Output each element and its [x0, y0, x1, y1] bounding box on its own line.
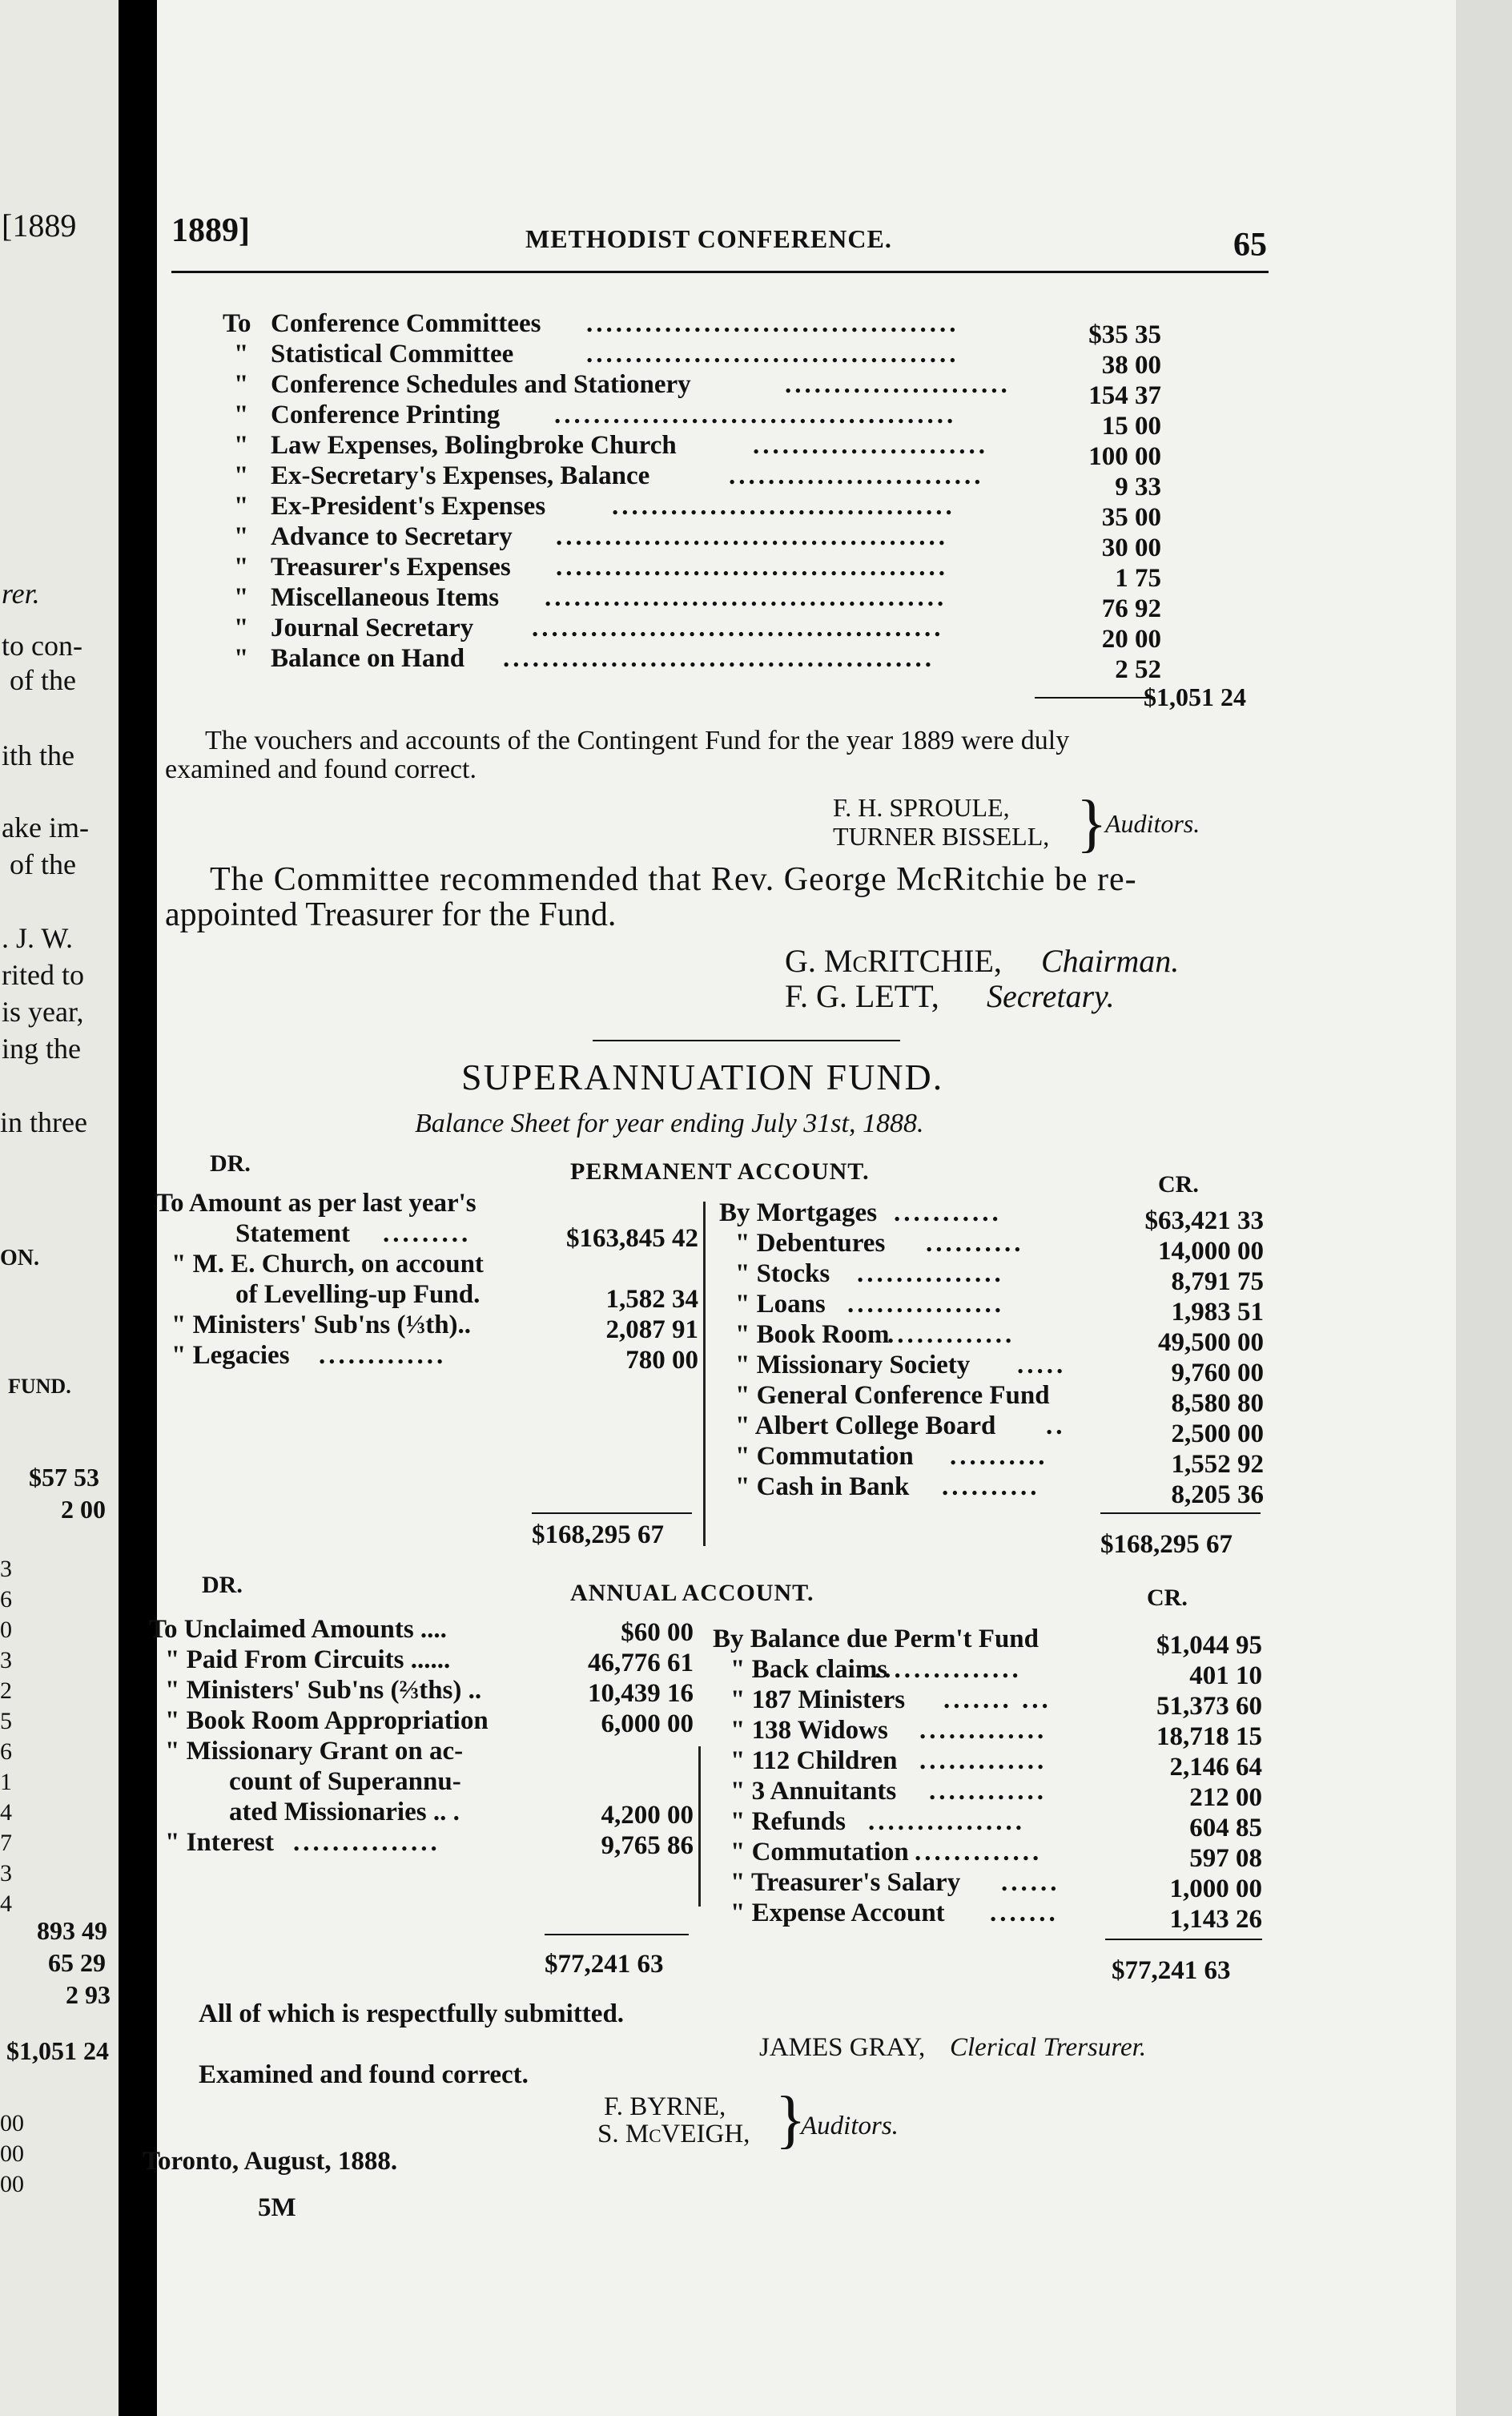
left-fragment: to con-: [2, 630, 82, 662]
account-heading: ANNUAL ACCOUNT.: [570, 1580, 814, 1606]
leader-dots: .......: [990, 1899, 1059, 1927]
credit-amount: 1,983 51: [1171, 1298, 1264, 1327]
leader-dots: ........................................: [556, 553, 948, 582]
debit-amount: 10,439 16: [588, 1679, 694, 1708]
item-prefix: ": [234, 340, 249, 368]
item-label: Balance on Hand: [271, 644, 465, 673]
section-rule: [593, 1040, 900, 1041]
credit-label: " Back claims: [730, 1655, 888, 1684]
credit-amount: 2,146 64: [1169, 1753, 1262, 1782]
item-amount: 38 00: [1101, 351, 1161, 380]
left-fragment: 00: [0, 2110, 24, 2136]
credit-amount: 1,143 26: [1169, 1905, 1262, 1934]
left-fragment: rited to: [2, 959, 84, 991]
credit-amount: 49,500 00: [1158, 1328, 1264, 1357]
leader-dots: ..: [1046, 1411, 1066, 1440]
credit-label: " Stocks: [735, 1259, 830, 1288]
leader-dots: .............: [919, 1716, 1048, 1745]
debit-amount: 1,582 34: [605, 1285, 698, 1314]
leader-dots: ..........................: [729, 461, 984, 490]
debit-amount: $163,845 42: [566, 1224, 698, 1253]
item-amount: 76 92: [1101, 594, 1161, 623]
leader-dots: ..........: [942, 1472, 1040, 1501]
left-fragment: 7: [0, 1830, 12, 1856]
annual-debit-total: $77,241 63: [545, 1950, 664, 1979]
item-label: Ex-Secretary's Expenses, Balance: [271, 461, 650, 490]
debit-label: count of Superannu-: [229, 1767, 461, 1796]
leader-dots: ..........: [950, 1442, 1048, 1471]
credit-amount: 14,000 00: [1158, 1237, 1264, 1266]
left-fragment: $57 53: [29, 1463, 99, 1492]
credit-label: " Debentures: [735, 1229, 886, 1258]
leader-dots: ................: [847, 1290, 1004, 1319]
leader-dots: ..........: [926, 1229, 1024, 1258]
leader-dots: ..........................................: [532, 614, 944, 642]
credit-label: " Loans: [735, 1290, 826, 1319]
leader-dots: ...........: [894, 1198, 1002, 1227]
leader-dots: ........................: [753, 431, 988, 460]
auditor-name: TURNER BISSELL,: [833, 822, 1050, 851]
credit-label: " Cash in Bank: [735, 1472, 910, 1501]
item-prefix: ": [234, 492, 249, 521]
credit-amount: 1,000 00: [1169, 1874, 1262, 1903]
debit-amount: 46,776 61: [588, 1649, 694, 1677]
sum-rule: [532, 1512, 692, 1514]
sum-rule: [1100, 1512, 1261, 1514]
secretary-title: Secretary.: [987, 978, 1115, 1014]
left-fragment: ith the: [2, 739, 74, 771]
leader-dots: ...................................: [612, 492, 955, 521]
auditor-name: S. McVEIGH,: [597, 2120, 750, 2148]
credit-label: By Mortgages: [719, 1198, 878, 1227]
item-label: Law Expenses, Bolingbroke Church: [271, 431, 677, 460]
item-prefix: ": [234, 431, 249, 460]
credit-label: " Commutation: [735, 1442, 914, 1471]
debit-label: " M. E. Church, on account: [171, 1250, 484, 1278]
auditors-label: Auditors.: [1105, 809, 1200, 838]
left-fragment: 2 00: [61, 1495, 106, 1524]
credit-amount: 8,791 75: [1171, 1267, 1264, 1296]
debit-label: " Interest: [165, 1828, 274, 1857]
sum-rule: [1105, 1939, 1262, 1940]
credit-label: " 3 Annuitants: [730, 1777, 897, 1806]
item-label: Conference Schedules and Stationery: [271, 370, 691, 399]
item-amount: 100 00: [1088, 442, 1161, 471]
recommendation-text: The Committee recommended that Rev. George McRitchie be re-: [210, 861, 1137, 898]
item-label: Miscellaneous Items: [271, 583, 500, 612]
item-amount: $35 35: [1088, 320, 1161, 349]
left-fragment: 893 49: [37, 1916, 107, 1945]
credit-amount: 8,580 80: [1171, 1389, 1264, 1418]
left-fragment: 00: [0, 2140, 24, 2167]
item-prefix: ": [234, 522, 249, 551]
debit-label: " Paid From Circuits ......: [165, 1645, 451, 1674]
left-fragment: 5: [0, 1708, 12, 1734]
left-fragment: of the: [10, 664, 76, 696]
credit-label: " 187 Ministers: [730, 1685, 906, 1714]
sum-rule: [1035, 697, 1155, 699]
section-subtitle: Balance Sheet for year ending July 31st, 1888.: [415, 1109, 924, 1138]
auditor-name: F. BYRNE,: [604, 2092, 726, 2121]
page-edge: [1456, 0, 1512, 2416]
section-title: SUPERANNUATION FUND.: [461, 1057, 944, 1097]
credit-amount: 9,760 00: [1171, 1359, 1264, 1387]
credit-label: " 138 Widows: [730, 1716, 888, 1745]
debit-label: To Amount as per last year's: [155, 1189, 477, 1218]
debit-amount: 9,765 86: [601, 1831, 694, 1860]
item-label: Conference Printing: [271, 401, 501, 429]
left-fragment: 6: [0, 1738, 12, 1765]
left-fragment: in three: [0, 1106, 87, 1138]
leader-dots: ...............: [293, 1828, 440, 1857]
examined-text: Examined and found correct.: [199, 2060, 529, 2089]
debit-amount: 6,000 00: [601, 1709, 694, 1738]
item-amount: 2 52: [1115, 655, 1161, 684]
column-divider: [703, 1202, 706, 1546]
leader-dots: ...............: [875, 1655, 1022, 1684]
item-prefix: ": [234, 370, 249, 399]
debit-label: ated Missionaries .. .: [229, 1798, 460, 1826]
credit-amount: 1,552 92: [1171, 1450, 1264, 1479]
item-label: Ex-President's Expenses: [271, 492, 546, 521]
credit-amount: 597 08: [1189, 1844, 1262, 1873]
place-date: Toronto, August, 1888.: [143, 2147, 398, 2176]
page-number: 65: [1233, 227, 1267, 264]
leader-dots: .......................: [785, 370, 1011, 399]
item-prefix: ": [234, 461, 249, 490]
secretary-name: F. G. LETT,: [785, 978, 939, 1014]
leader-dots: .........................................: [545, 583, 947, 612]
leader-dots: .........: [383, 1219, 472, 1248]
dr-label: DR.: [202, 1572, 243, 1598]
credit-amount: $1,044 95: [1156, 1631, 1262, 1660]
credit-label: " 112 Children: [730, 1746, 898, 1775]
credit-label: " Treasurer's Salary: [730, 1868, 961, 1897]
debit-label: " Legacies: [171, 1341, 290, 1370]
item-amount: 1 75: [1115, 564, 1161, 593]
item-label: Conference Committees: [271, 309, 541, 338]
leader-dots: .............: [915, 1838, 1043, 1866]
item-prefix: ": [234, 401, 249, 429]
debit-label: " Ministers' Sub'ns (⅔ths) ..: [165, 1676, 482, 1705]
item-prefix: To: [223, 309, 251, 338]
auditor-name: F. H. SPROULE,: [833, 793, 1010, 822]
recommendation-text: appointed Treasurer for the Fund.: [165, 896, 617, 933]
submitted-text: All of which is respectfully submitted.: [199, 1999, 625, 2028]
left-fragment: ing the: [2, 1033, 81, 1065]
item-prefix: ": [234, 583, 249, 612]
brace: }: [1076, 788, 1108, 859]
item-label: Statistical Committee: [271, 340, 514, 368]
item-amount: 9 33: [1115, 473, 1161, 501]
left-fragment: 2: [0, 1677, 12, 1704]
debit-label: To Unclaimed Amounts ....: [149, 1615, 447, 1644]
left-fragment: 4: [0, 1799, 12, 1826]
brace: }: [775, 2084, 806, 2155]
left-fragment: rer.: [2, 578, 40, 610]
leader-dots: ....... ...: [943, 1685, 1052, 1714]
credit-amount: $63,421 33: [1144, 1206, 1264, 1235]
left-fragment: . J. W.: [2, 922, 74, 954]
item-amount: 35 00: [1101, 503, 1161, 532]
credit-amount: 212 00: [1189, 1783, 1262, 1812]
left-fragment: FUND.: [8, 1375, 71, 1398]
debit-amount: 2,087 91: [605, 1315, 698, 1344]
leader-dots: ........................................: [556, 522, 948, 551]
printer-sheet-mark: 5M: [258, 2193, 296, 2222]
credit-amount: 604 85: [1189, 1814, 1262, 1842]
debit-amount: 780 00: [625, 1346, 698, 1375]
left-fragment: 00: [0, 2171, 24, 2197]
credit-label: By Balance due Perm't Fund: [713, 1625, 1040, 1653]
item-amount: 15 00: [1101, 412, 1161, 441]
adjacent-page-strip: [0, 0, 119, 2416]
item-label: Advance to Secretary: [271, 522, 513, 551]
credit-label: " Commutation: [730, 1838, 909, 1866]
left-fragment: ON.: [0, 1246, 39, 1270]
column-divider: [698, 1746, 701, 1907]
leader-dots: ......................................: [586, 340, 959, 368]
leader-dots: .........................................: [554, 401, 957, 429]
chairman-name: G. McRITCHIE,: [785, 943, 1002, 979]
item-label: Treasurer's Expenses: [271, 553, 511, 582]
credit-label: " Book Room: [735, 1320, 890, 1349]
sum-rule: [545, 1934, 689, 1935]
credit-amount: 401 10: [1189, 1661, 1262, 1690]
leader-dots: ...............: [857, 1259, 1004, 1288]
credit-amount: 18,718 15: [1156, 1722, 1262, 1751]
leader-dots: .............: [887, 1320, 1015, 1349]
left-fragment: 65 29: [48, 1948, 106, 1977]
left-fragment: [1889: [2, 207, 77, 244]
treasurer-name: JAMES GRAY,: [759, 2033, 926, 2062]
item-prefix: ": [234, 614, 249, 642]
annual-credit-total: $77,241 63: [1112, 1956, 1231, 1985]
leader-dots: ............: [929, 1777, 1047, 1806]
left-fragment: 6: [0, 1586, 12, 1613]
item-prefix: ": [234, 553, 249, 582]
left-fragment: 3: [0, 1647, 12, 1673]
item-prefix: ": [234, 644, 249, 673]
dr-label: DR.: [210, 1150, 251, 1177]
permanent-debit-total: $168,295 67: [532, 1520, 664, 1549]
credit-amount: 2,500 00: [1171, 1419, 1264, 1448]
item-amount: 20 00: [1101, 625, 1161, 654]
credit-label: " General Conference Fund: [735, 1381, 1050, 1410]
left-fragment: $1,051 24: [6, 2036, 109, 2065]
leader-dots: ......: [1001, 1868, 1060, 1897]
left-fragment: 0: [0, 1617, 12, 1643]
credit-label: " Albert College Board: [735, 1411, 996, 1440]
auditors-label: Auditors.: [801, 2112, 899, 2140]
cr-label: CR.: [1158, 1171, 1199, 1198]
debit-label: Statement: [235, 1219, 350, 1248]
treasurer-title: Clerical Trersurer.: [950, 2033, 1147, 2062]
credit-amount: 8,205 36: [1171, 1480, 1264, 1509]
leader-dots: ............................................: [503, 644, 935, 673]
left-fragment: 2 93: [66, 1980, 111, 2009]
item-label: Journal Secretary: [271, 614, 474, 642]
header-year: 1889]: [171, 212, 250, 249]
credit-label: " Refunds: [730, 1807, 846, 1836]
left-fragment: 4: [0, 1891, 12, 1917]
left-fragment: of the: [10, 848, 76, 880]
chairman-title: Chairman.: [1041, 943, 1180, 979]
header-rule: [171, 271, 1269, 273]
permanent-credit-total: $168,295 67: [1100, 1530, 1233, 1559]
leader-dots: .............: [319, 1341, 447, 1370]
debit-amount: $60 00: [621, 1618, 694, 1647]
item-amount: 154 37: [1088, 381, 1161, 410]
debit-label: " Ministers' Sub'ns (⅓th)..: [171, 1311, 472, 1339]
left-fragment: 3: [0, 1860, 12, 1886]
running-title: METHODIST CONFERENCE.: [525, 224, 892, 253]
left-fragment: ake im-: [2, 811, 89, 844]
account-heading: PERMANENT ACCOUNT.: [570, 1158, 870, 1185]
debit-label: " Missionary Grant on ac-: [165, 1737, 464, 1766]
item-amount: 30 00: [1101, 534, 1161, 562]
left-fragment: is year,: [2, 996, 84, 1028]
contingent-total: $1,051 24: [1144, 683, 1246, 711]
credit-label: " Missionary Society: [735, 1351, 971, 1379]
leader-dots: .....: [1017, 1351, 1067, 1379]
debit-label: of Levelling-up Fund.: [235, 1280, 481, 1309]
debit-label: " Book Room Appropriation: [165, 1706, 489, 1735]
credit-label: " Expense Account: [730, 1899, 945, 1927]
cr-label: CR.: [1147, 1584, 1188, 1611]
vouchers-text: examined and found correct.: [165, 755, 477, 784]
vouchers-text: The vouchers and accounts of the Contingent Fund for the year 1889 were duly: [205, 726, 1070, 755]
leader-dots: ......................................: [586, 309, 959, 338]
debit-amount: 4,200 00: [601, 1801, 694, 1830]
leader-dots: .............: [919, 1746, 1048, 1775]
leader-dots: ................: [868, 1807, 1025, 1836]
left-fragment: 3: [0, 1556, 12, 1582]
left-fragment: 1: [0, 1769, 12, 1795]
credit-amount: 51,373 60: [1156, 1692, 1262, 1721]
